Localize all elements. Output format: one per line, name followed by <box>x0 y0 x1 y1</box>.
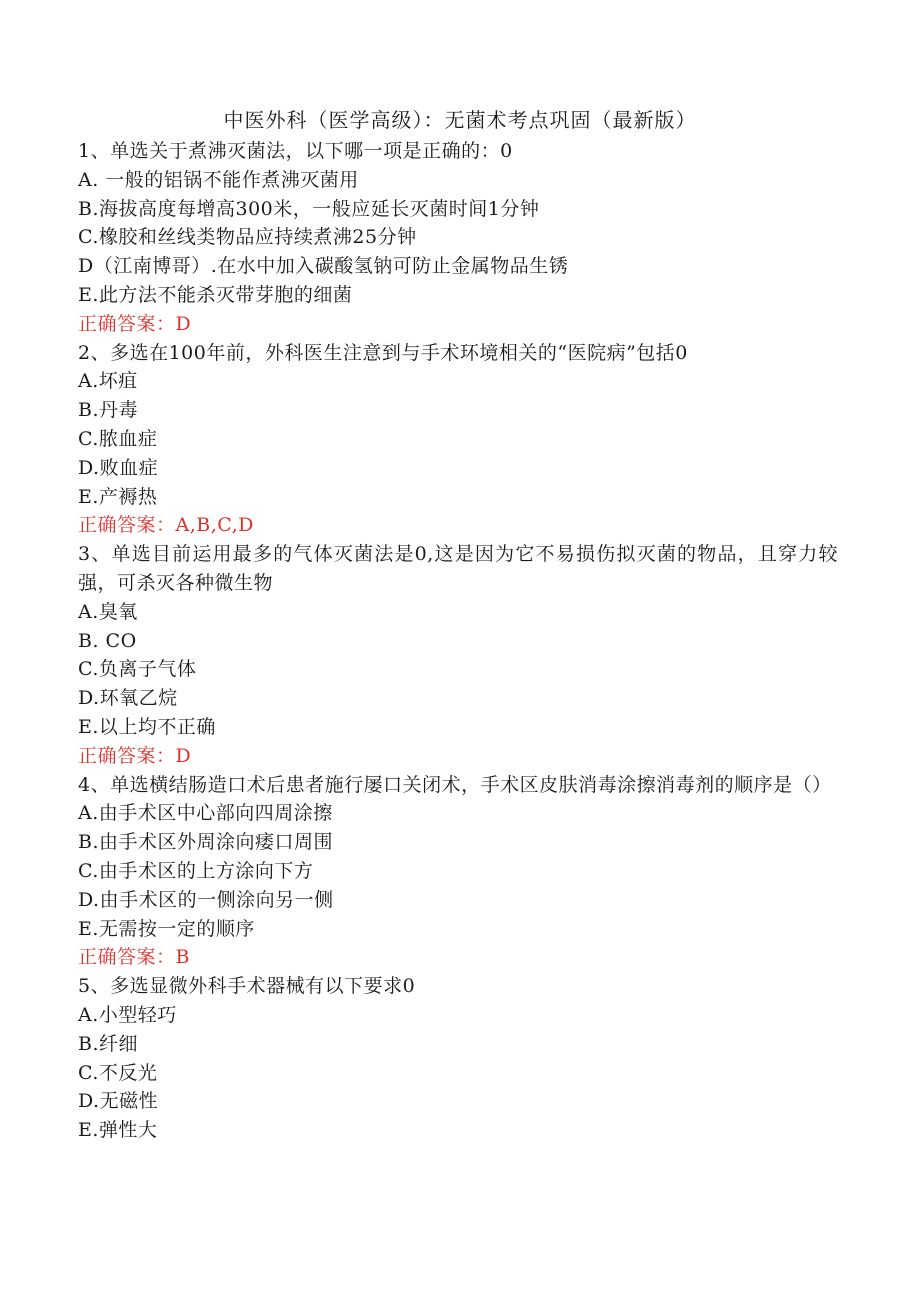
option-c: C.不反光 <box>78 1061 158 1084</box>
option-d: D.败血症 <box>78 456 159 479</box>
question-stem: 5、多选显微外科手术器械有以下要求0 <box>78 975 416 998</box>
option-a: A.坏疽 <box>78 370 138 393</box>
option-c: C.橡胶和丝线类物品应持续煮沸25分钟 <box>78 226 417 249</box>
option-b: B.丹毒 <box>78 399 139 422</box>
question-list <box>78 137 838 1145</box>
page-title: 中医外科（医学高级）：无菌术考点巩固（最新版） <box>223 108 697 132</box>
correct-answer: 正确答案：D <box>78 312 192 335</box>
question-1 <box>78 137 838 339</box>
option-d: D.由手术区的一侧涂向另一侧 <box>78 888 334 911</box>
option-e: E.产褥热 <box>78 485 158 508</box>
option-c: C.脓血症 <box>78 427 158 450</box>
option-d: D.无磁性 <box>78 1090 159 1113</box>
question-stem: 4、单选横结肠造口术后患者施行屡口关闭术，手术区皮肤消毒涂擦消毒剂的顺序是（） <box>78 773 832 796</box>
option-e: E.无需按一定的顺序 <box>78 917 255 940</box>
option-d: D.环氧乙烷 <box>78 687 178 710</box>
option-a: A. 一般的铝锅不能作煮沸灭菌用 <box>78 168 359 191</box>
correct-answer: 正确答案：A,B,C,D <box>78 514 254 537</box>
option-e: E.弹性大 <box>78 1119 158 1142</box>
option-e: E.以上均不正确 <box>78 715 216 738</box>
option-e: E.此方法不能杀灭带芽胞的细菌 <box>78 283 353 306</box>
correct-answer: 正确答案：D <box>78 744 192 767</box>
option-a: A.由手术区中心部向四周涂擦 <box>78 802 333 825</box>
question-2 <box>78 339 838 541</box>
question-5 <box>78 972 838 1145</box>
option-c: C.负离子气体 <box>78 658 197 681</box>
option-b: B.纤细 <box>78 1032 139 1055</box>
question-stem: 1、单选关于煮沸灭菌法，以下哪一项是正确的：0 <box>78 140 513 162</box>
option-b: B.海拔高度每增高300米，一般应延长灭菌时间1分钟 <box>78 197 540 220</box>
option-a: A.小型轻巧 <box>78 1003 177 1026</box>
option-b: B. CO <box>78 629 137 652</box>
question-4 <box>78 771 838 973</box>
option-d: D（江南博哥）.在水中加入碳酸氢钠可防止金属物品生锈 <box>78 255 569 278</box>
correct-answer: 正确答案：B <box>78 946 190 969</box>
question-stem: 3、单选目前运用最多的气体灭菌法是0,这是因为它不易损伤拟灭菌的物品，且穿力较强，可杀灭各种微生物 <box>78 543 838 594</box>
option-b: B.由手术区外周涂向痿口周围 <box>78 831 334 854</box>
question-stem: 2、多选在100年前，外科医生注意到与手术环境相关的“医院病”包括0 <box>78 341 688 364</box>
option-c: C.由手术区的上方涂向下方 <box>78 859 314 882</box>
option-a: A.臭氧 <box>78 600 138 623</box>
question-3 <box>78 540 838 770</box>
